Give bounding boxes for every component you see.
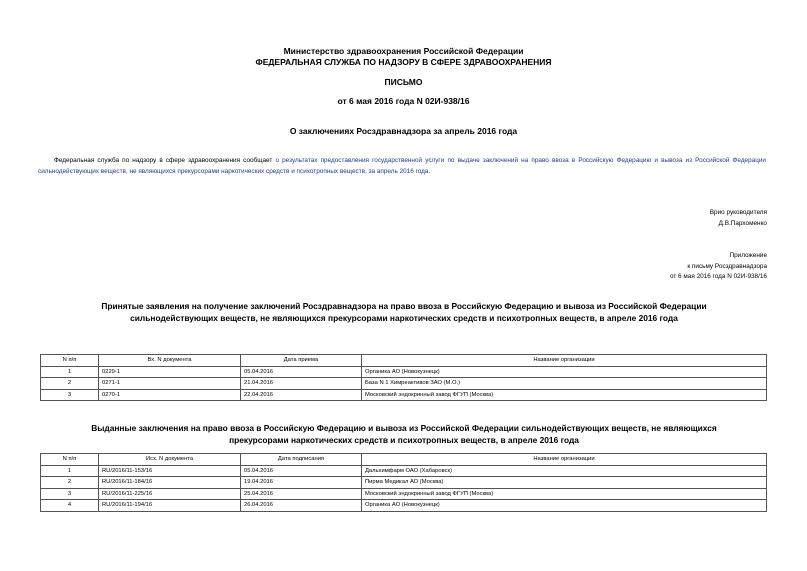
table-cell: 22.04.2016 [241, 389, 362, 401]
section2-title-line2: прекурсорами наркотических средств и психотропных веществ, в апреле 2016 года [229, 435, 579, 445]
body-paragraph [38, 155, 766, 177]
table-cell: Московский эндокринный завод ФГУП (Москва) [362, 488, 767, 500]
column-header: N п/п [41, 355, 99, 367]
table-cell: 3 [41, 488, 99, 500]
signature-block [710, 208, 767, 229]
table-cell: Пирма Медикал АО (Москва) [362, 477, 767, 489]
appendix-block [670, 251, 767, 283]
section1-title-line2: сильнодействующих веществ, не являющихся прекурсорами наркотических средств и психотропных веществ, в апреле 2016 года [130, 313, 678, 323]
table-row [41, 477, 767, 489]
table-row [41, 488, 767, 500]
column-header: Дата подписания [241, 454, 362, 466]
table-cell: 05.04.2016 [241, 465, 362, 477]
signature-name: Д.В.Пархоменко [718, 219, 767, 227]
section1-title [40, 300, 768, 324]
table-cell: 21.04.2016 [241, 378, 362, 390]
applications-table [40, 354, 767, 401]
column-header: Название организации [362, 454, 767, 466]
column-header: Название организации [362, 355, 767, 367]
table-cell: 3 [41, 389, 99, 401]
table-cell: 2 [41, 477, 99, 489]
table-row [41, 500, 767, 512]
appendix-date: от 6 мая 2016 года N 02И-938/16 [669, 273, 767, 280]
section1-title-line1: Принятые заявления на получение заключений Росздравнадзора на право ввоза в Российскую Федерацию и вывоза из Российской Федерации [101, 301, 707, 311]
table-cell: 4 [41, 500, 99, 512]
section2-title-line1: Выданные заключения на право ввоза в Российскую Федерацию и вывоза из Российской Федерации сильнодействующих веществ, не являющихся [91, 423, 717, 433]
table-cell: 1 [41, 465, 99, 477]
service-name: ФЕДЕРАЛЬНАЯ СЛУЖБА ПО НАДЗОРУ В СФЕРЕ ЗДРАВООХРАНЕНИЯ [255, 57, 552, 67]
table-header-row [41, 355, 767, 367]
document-date: от 6 мая 2016 года N 02И-938/16 [337, 96, 470, 106]
table-cell: 0271-1 [99, 378, 241, 390]
column-header: Дата приема [241, 355, 362, 367]
table-cell: 1 [41, 366, 99, 378]
table-header-row [41, 454, 767, 466]
table-cell: 19.04.2016 [241, 477, 362, 489]
table-cell: 0229-1 [99, 366, 241, 378]
body-link[interactable]: о результатах предоставления государственной услуги по выдаче заключений на право ввоза в Российскую Федерацию и вывоза из Российской Федерации сильнодействующих веществ, не являющихся прекурсорами наркотических средств и психотропных веществ, за апрель 2016 года. [38, 157, 767, 175]
conclusions-table [40, 453, 767, 512]
body-text: Федеральная служба по надзору в сфере здравоохранения сообщает [54, 157, 276, 164]
ministry-name: Министерство здравоохранения Российской Федерации [283, 46, 524, 56]
section2-title [40, 422, 768, 446]
document-subject: О заключениях Росздравнадзора за апрель 2016 года [289, 126, 518, 136]
column-header: N п/п [41, 454, 99, 466]
table-cell: 05.04.2016 [241, 366, 362, 378]
table-cell: 25.04.2016 [241, 488, 362, 500]
table-cell: RU/2016/11-225/16 [99, 488, 241, 500]
table-row [41, 378, 767, 390]
column-header: Вх. N документа [99, 355, 241, 367]
appendix-title: Приложение [729, 252, 767, 259]
table-cell: База N 1 Химреактивов ЗАО (М.О.) [362, 378, 767, 390]
table-row [41, 389, 767, 401]
table-cell: RU/2016/11-153/16 [99, 465, 241, 477]
table-cell: RU/2016/11-184/16 [99, 477, 241, 489]
document-type: ПИСЬМО [384, 77, 423, 87]
table-cell: 2 [41, 378, 99, 390]
table-cell: Органика АО (Новокузнецк) [362, 366, 767, 378]
table-cell: Московский эндокринный завод ФГУП (Москва) [362, 389, 767, 401]
table-cell: 0270-1 [99, 389, 241, 401]
table-cell: RU/2016/11-194/16 [99, 500, 241, 512]
table-row [41, 366, 767, 378]
signature-position: Врио руководителя [709, 209, 767, 216]
table-cell: Органика АО (Новокузнецк) [362, 500, 767, 512]
appendix-reference: к письму Росздравнадзора [687, 262, 767, 270]
table-cell: 26.04.2016 [241, 500, 362, 512]
table-cell: Дальхимфарм ОАО (Хабаровск) [362, 465, 767, 477]
table-row [41, 465, 767, 477]
column-header: Исх. N документа [99, 454, 241, 466]
